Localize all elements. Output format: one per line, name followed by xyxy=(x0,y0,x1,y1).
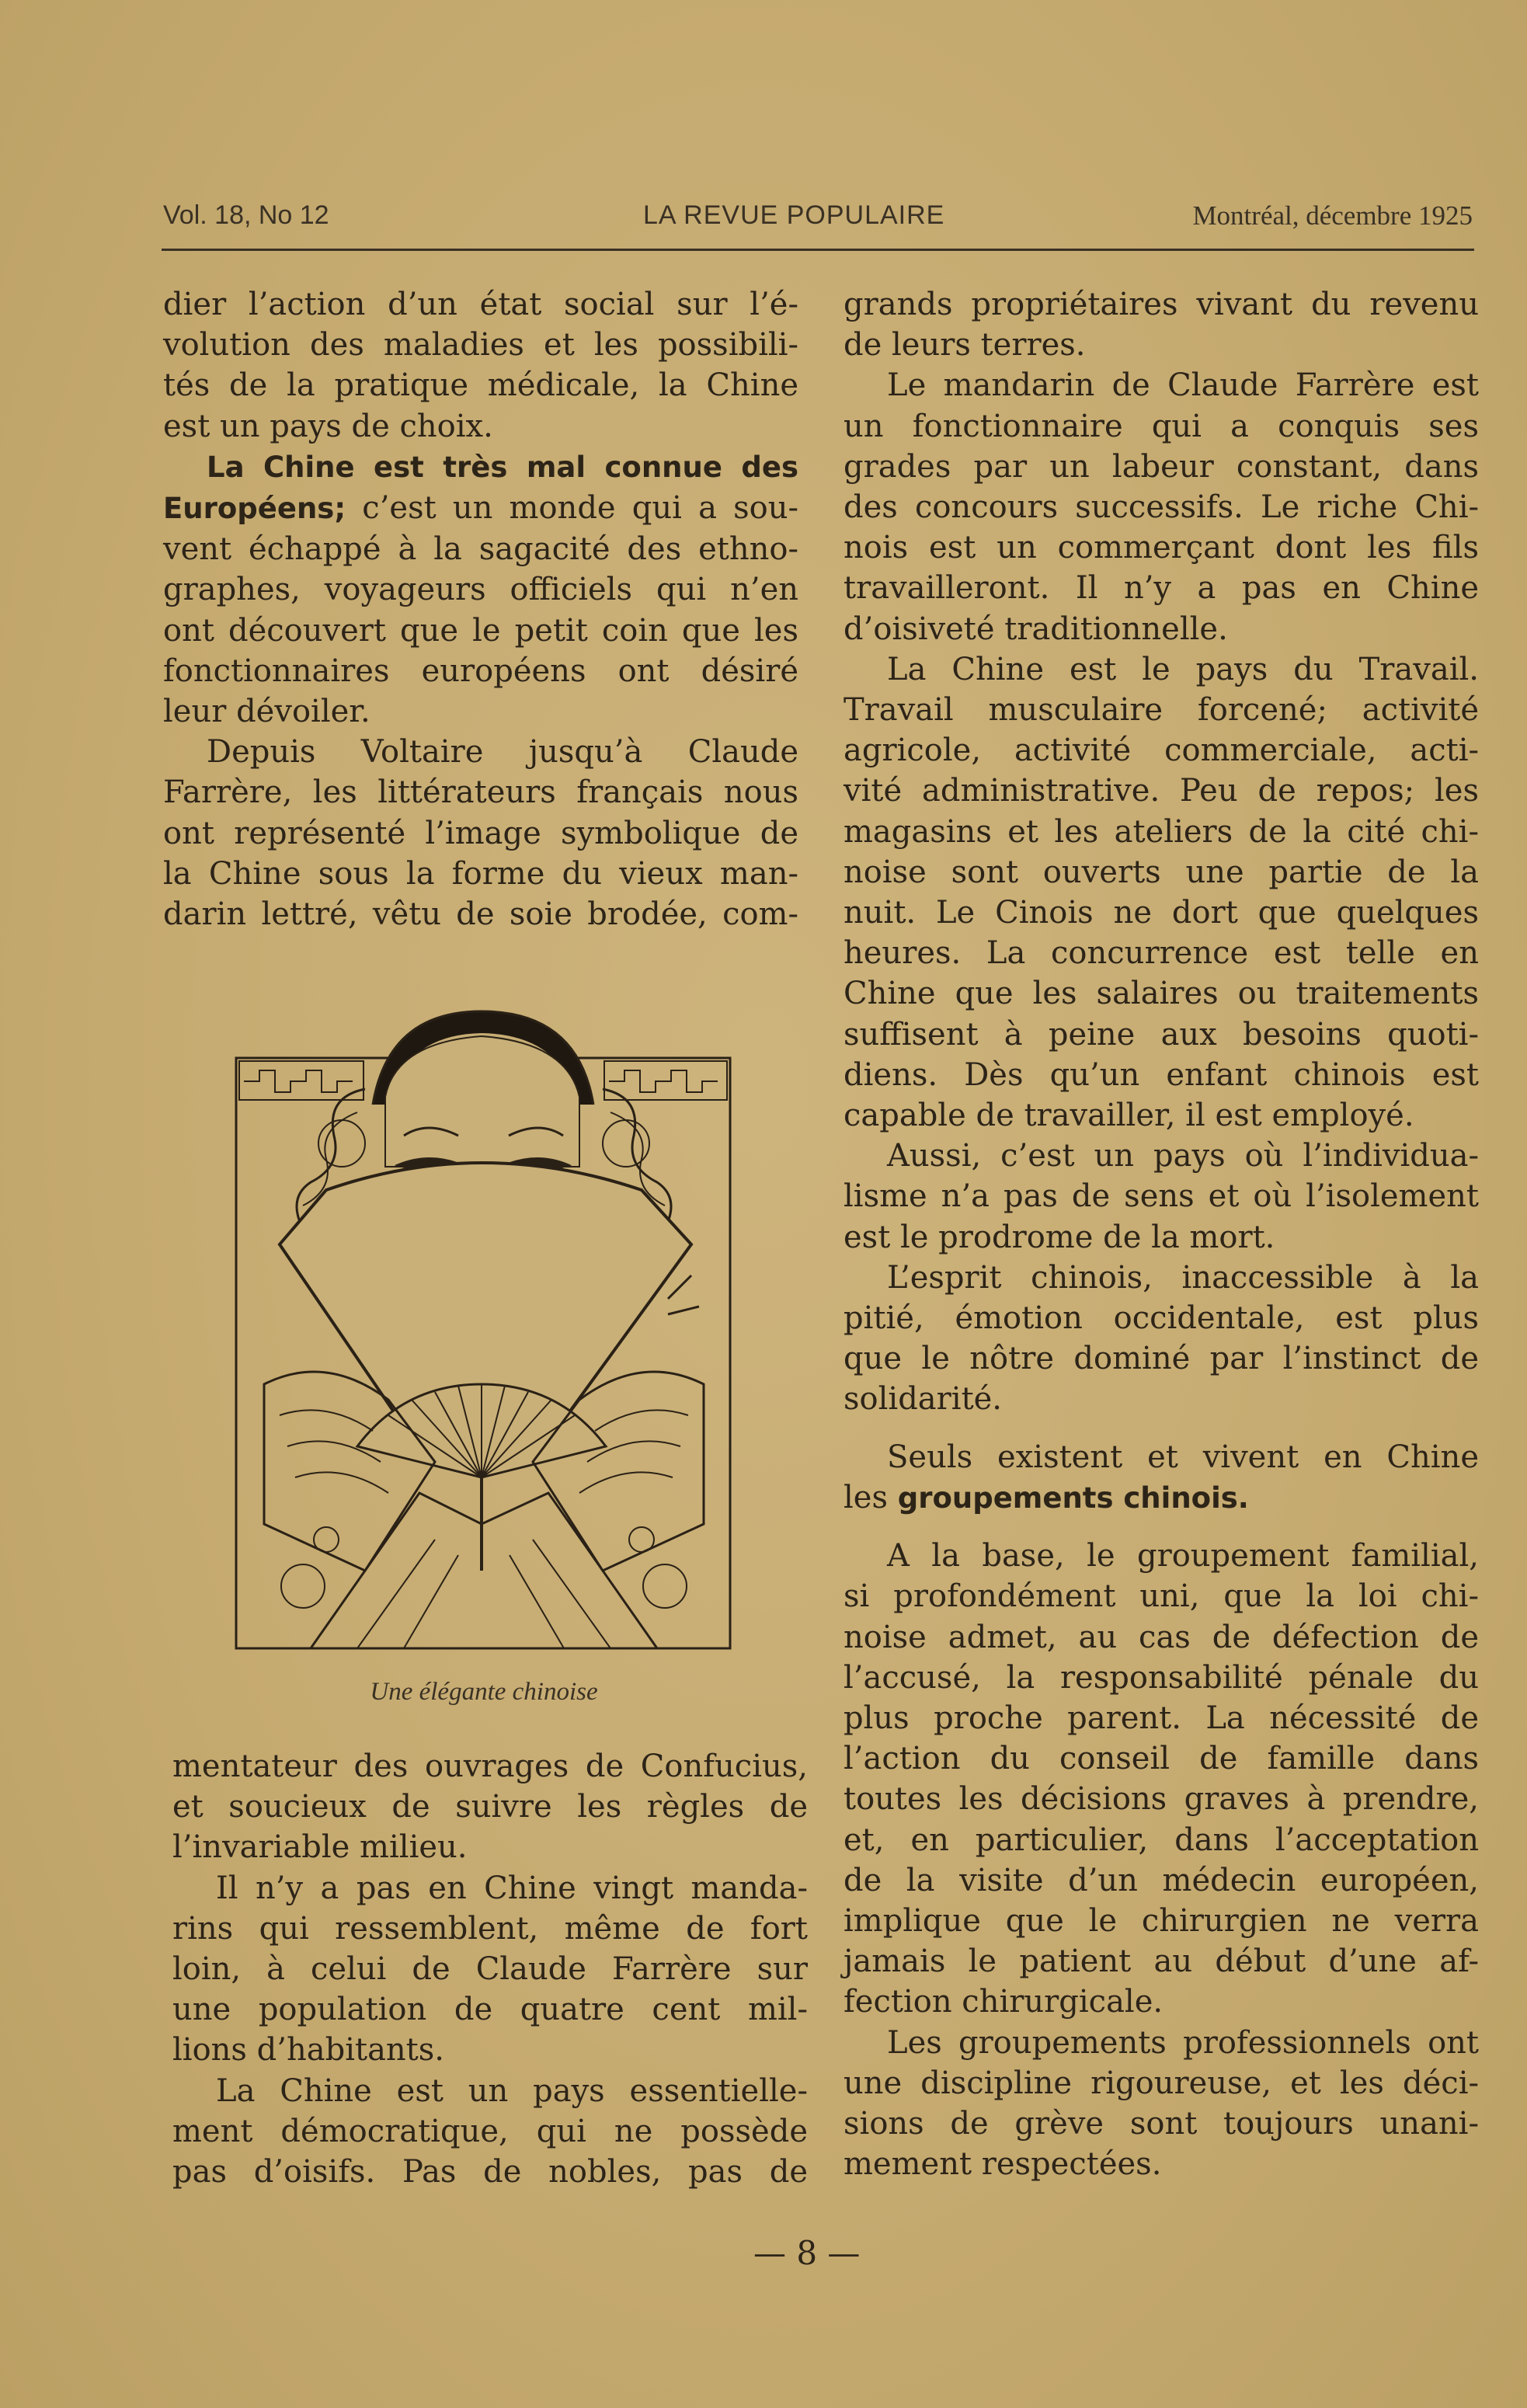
text-line: tés de la pratique médicale, la Chine xyxy=(163,367,798,404)
text-line: heures. La concurrence est telle en xyxy=(844,935,1479,972)
text-line: dier l’action d’un état social sur l’é- xyxy=(163,287,798,322)
text-line: est le prodrome de la mort. xyxy=(844,1219,1275,1255)
bold-phrase: groupements chinois. xyxy=(897,1481,1249,1515)
text-line: implique que le chirurgien ne verra xyxy=(844,1902,1479,1939)
fan-woman-drawing xyxy=(233,980,735,1653)
text-line: Seuls existent et vivent en Chine xyxy=(887,1439,1479,1475)
paragraph xyxy=(844,1536,1479,2022)
text-line: et, en particulier, dans l’acceptation xyxy=(844,1822,1479,1858)
text-line: de la visite d’un médecin européen, xyxy=(844,1862,1479,1898)
bold-phrase: La Chine est très mal connue des xyxy=(207,450,798,484)
page-number: — 8 — xyxy=(753,2234,861,2272)
illustration-chinese-woman xyxy=(233,980,735,1653)
text-line: ont découvert que le petit coin que les xyxy=(163,612,798,649)
text-line: magasins et les ateliers de la cité chi- xyxy=(844,813,1479,850)
text-line xyxy=(163,447,798,488)
text-line: des concours successifs. Le riche Chi- xyxy=(844,489,1479,526)
journal-title: LA REVUE POPULAIRE xyxy=(643,200,945,230)
text-line: noise sont ouverts une partie de la xyxy=(844,854,1479,890)
text-line: et soucieux de suivre les règles de xyxy=(172,1789,808,1825)
running-header xyxy=(163,200,1473,239)
text-line: grades par un labeur constant, dans xyxy=(844,448,1479,485)
text-line: lions d’habitants. xyxy=(172,2032,444,2069)
paragraph xyxy=(163,732,798,934)
text-line: Aussi, c’est un pays où l’individua- xyxy=(887,1138,1479,1174)
text-line: vité administrative. Peu de repos; les xyxy=(844,773,1479,809)
place-date: Montréal, décembre 1925 xyxy=(1192,200,1473,231)
text-span: c’est un monde qui a sou- xyxy=(346,490,798,527)
text-line: rins qui ressemblent, même de fort xyxy=(172,1910,808,1947)
text-line: suffisent à peine aux besoins quoti- xyxy=(844,1016,1479,1053)
text-line: Depuis Voltaire jusqu’à Claude xyxy=(207,734,798,771)
text-line: nuit. Le Cinois ne dort que quelques xyxy=(844,895,1479,931)
text-line: plus proche parent. La nécessité de xyxy=(844,1700,1479,1736)
text-line: nois est un commerçant dont les fils xyxy=(844,530,1479,566)
paragraph xyxy=(844,1437,1479,1519)
column-right xyxy=(844,284,1479,2184)
text-line: graphes, voyageurs officiels qui n’en xyxy=(163,572,798,608)
text-line: ment démocratique, qui ne possède xyxy=(172,2113,808,2149)
paragraph xyxy=(844,1136,1479,1258)
text-line: sions de grève sont toujours unani- xyxy=(844,2105,1479,2142)
text-span: les xyxy=(844,1479,898,1515)
text-line: lisme n’a pas de sens et où l’isolement xyxy=(844,1178,1479,1215)
text-line: Les groupements professionnels ont xyxy=(887,2024,1479,2061)
text-line: mement respectées. xyxy=(844,2146,1162,2183)
volume-number: Vol. 18, No 12 xyxy=(163,200,329,230)
text-line: agricole, activité commerciale, acti- xyxy=(844,732,1479,769)
text-line: loin, à celui de Claude Farrère sur xyxy=(172,1951,808,1988)
text-line: est un pays de choix. xyxy=(163,408,493,444)
column-left-top xyxy=(163,284,798,934)
paragraph xyxy=(172,2071,808,2193)
text-line: leur dévoiler. xyxy=(163,694,370,730)
text-line: A la base, le groupement familial, xyxy=(887,1538,1479,1575)
text-line: diens. Dès qu’un enfant chinois est xyxy=(844,1056,1479,1093)
paragraph xyxy=(844,2023,1479,2185)
text-line: toutes les décisions graves à prendre, xyxy=(844,1781,1479,1818)
paragraph xyxy=(172,1868,808,2071)
text-line: Travail musculaire forcené; activité xyxy=(844,692,1479,729)
text-line: si profondément uni, que la loi chi- xyxy=(844,1578,1479,1615)
paragraph xyxy=(163,284,798,447)
text-line: la Chine sous la forme du vieux man- xyxy=(163,855,798,892)
text-line: un fonctionnaire qui a conquis ses xyxy=(844,408,1479,444)
paragraph xyxy=(172,1746,808,1868)
text-line xyxy=(163,488,798,529)
text-line: fonctionnaires européens ont désiré xyxy=(163,652,798,689)
text-line: que le nôtre dominé par l’instinct de xyxy=(844,1341,1479,1377)
text-line: Chine que les salaires ou traitements xyxy=(844,976,1479,1012)
text-line: d’oisiveté traditionnelle. xyxy=(844,611,1228,647)
text-line: mentateur des ouvrages de Confucius, xyxy=(172,1749,808,1784)
text-line: darin lettré, vêtu de soie brodée, com- xyxy=(163,896,798,933)
illustration-caption: Une élégante chinoise xyxy=(370,1678,598,1706)
text-line: l’invariable milieu. xyxy=(172,1829,468,1866)
header-rule xyxy=(162,249,1474,251)
text-line: noise admet, au cas de défection de xyxy=(844,1619,1479,1655)
paragraph xyxy=(844,649,1479,1136)
text-line: La Chine est un pays essentielle- xyxy=(216,2072,808,2109)
text-line: une population de quatre cent mil- xyxy=(172,1992,808,2028)
text-line: Farrère, les littérateurs français nous xyxy=(163,774,798,811)
text-line: volution des maladies et les possibili- xyxy=(163,327,798,364)
paragraph xyxy=(844,284,1479,365)
text-line: capable de travailler, il est employé. xyxy=(844,1098,1414,1134)
paragraph xyxy=(844,365,1479,649)
text-line: grands propriétaires vivant du revenu xyxy=(844,287,1479,322)
text-line: l’accusé, la responsabilité pénale du xyxy=(844,1659,1479,1696)
column-left-bottom xyxy=(172,1746,808,2192)
text-line: ont représenté l’image symbolique de xyxy=(163,815,798,851)
text-line: travailleront. Il n’y a pas en Chine xyxy=(844,570,1479,607)
text-line: de leurs terres. xyxy=(844,327,1086,364)
text-line: une discipline rigoureuse, et les déci- xyxy=(844,2065,1479,2101)
text-line: l’action du conseil de famille dans xyxy=(844,1741,1479,1777)
text-line: pitié, émotion occidentale, est plus xyxy=(844,1300,1479,1337)
text-line xyxy=(844,1477,1479,1519)
bold-phrase: Européens; xyxy=(163,492,346,526)
text-line: Il n’y a pas en Chine vingt manda- xyxy=(216,1870,808,1906)
text-line: pas d’oisifs. Pas de nobles, pas de xyxy=(172,2154,808,2191)
text-line: jamais le patient au début d’une af- xyxy=(844,1943,1479,1980)
text-line: L’esprit chinois, inaccessible à la xyxy=(887,1259,1479,1296)
text-line: vent échappé à la sagacité des ethno- xyxy=(163,531,798,568)
paragraph xyxy=(844,1258,1479,1420)
text-line: solidarité. xyxy=(844,1381,1003,1418)
text-line: Le mandarin de Claude Farrère est xyxy=(887,367,1479,404)
paragraph xyxy=(163,447,798,732)
text-line: fection chirurgicale. xyxy=(844,1984,1164,2020)
text-line: La Chine est le pays du Travail. xyxy=(887,651,1479,687)
